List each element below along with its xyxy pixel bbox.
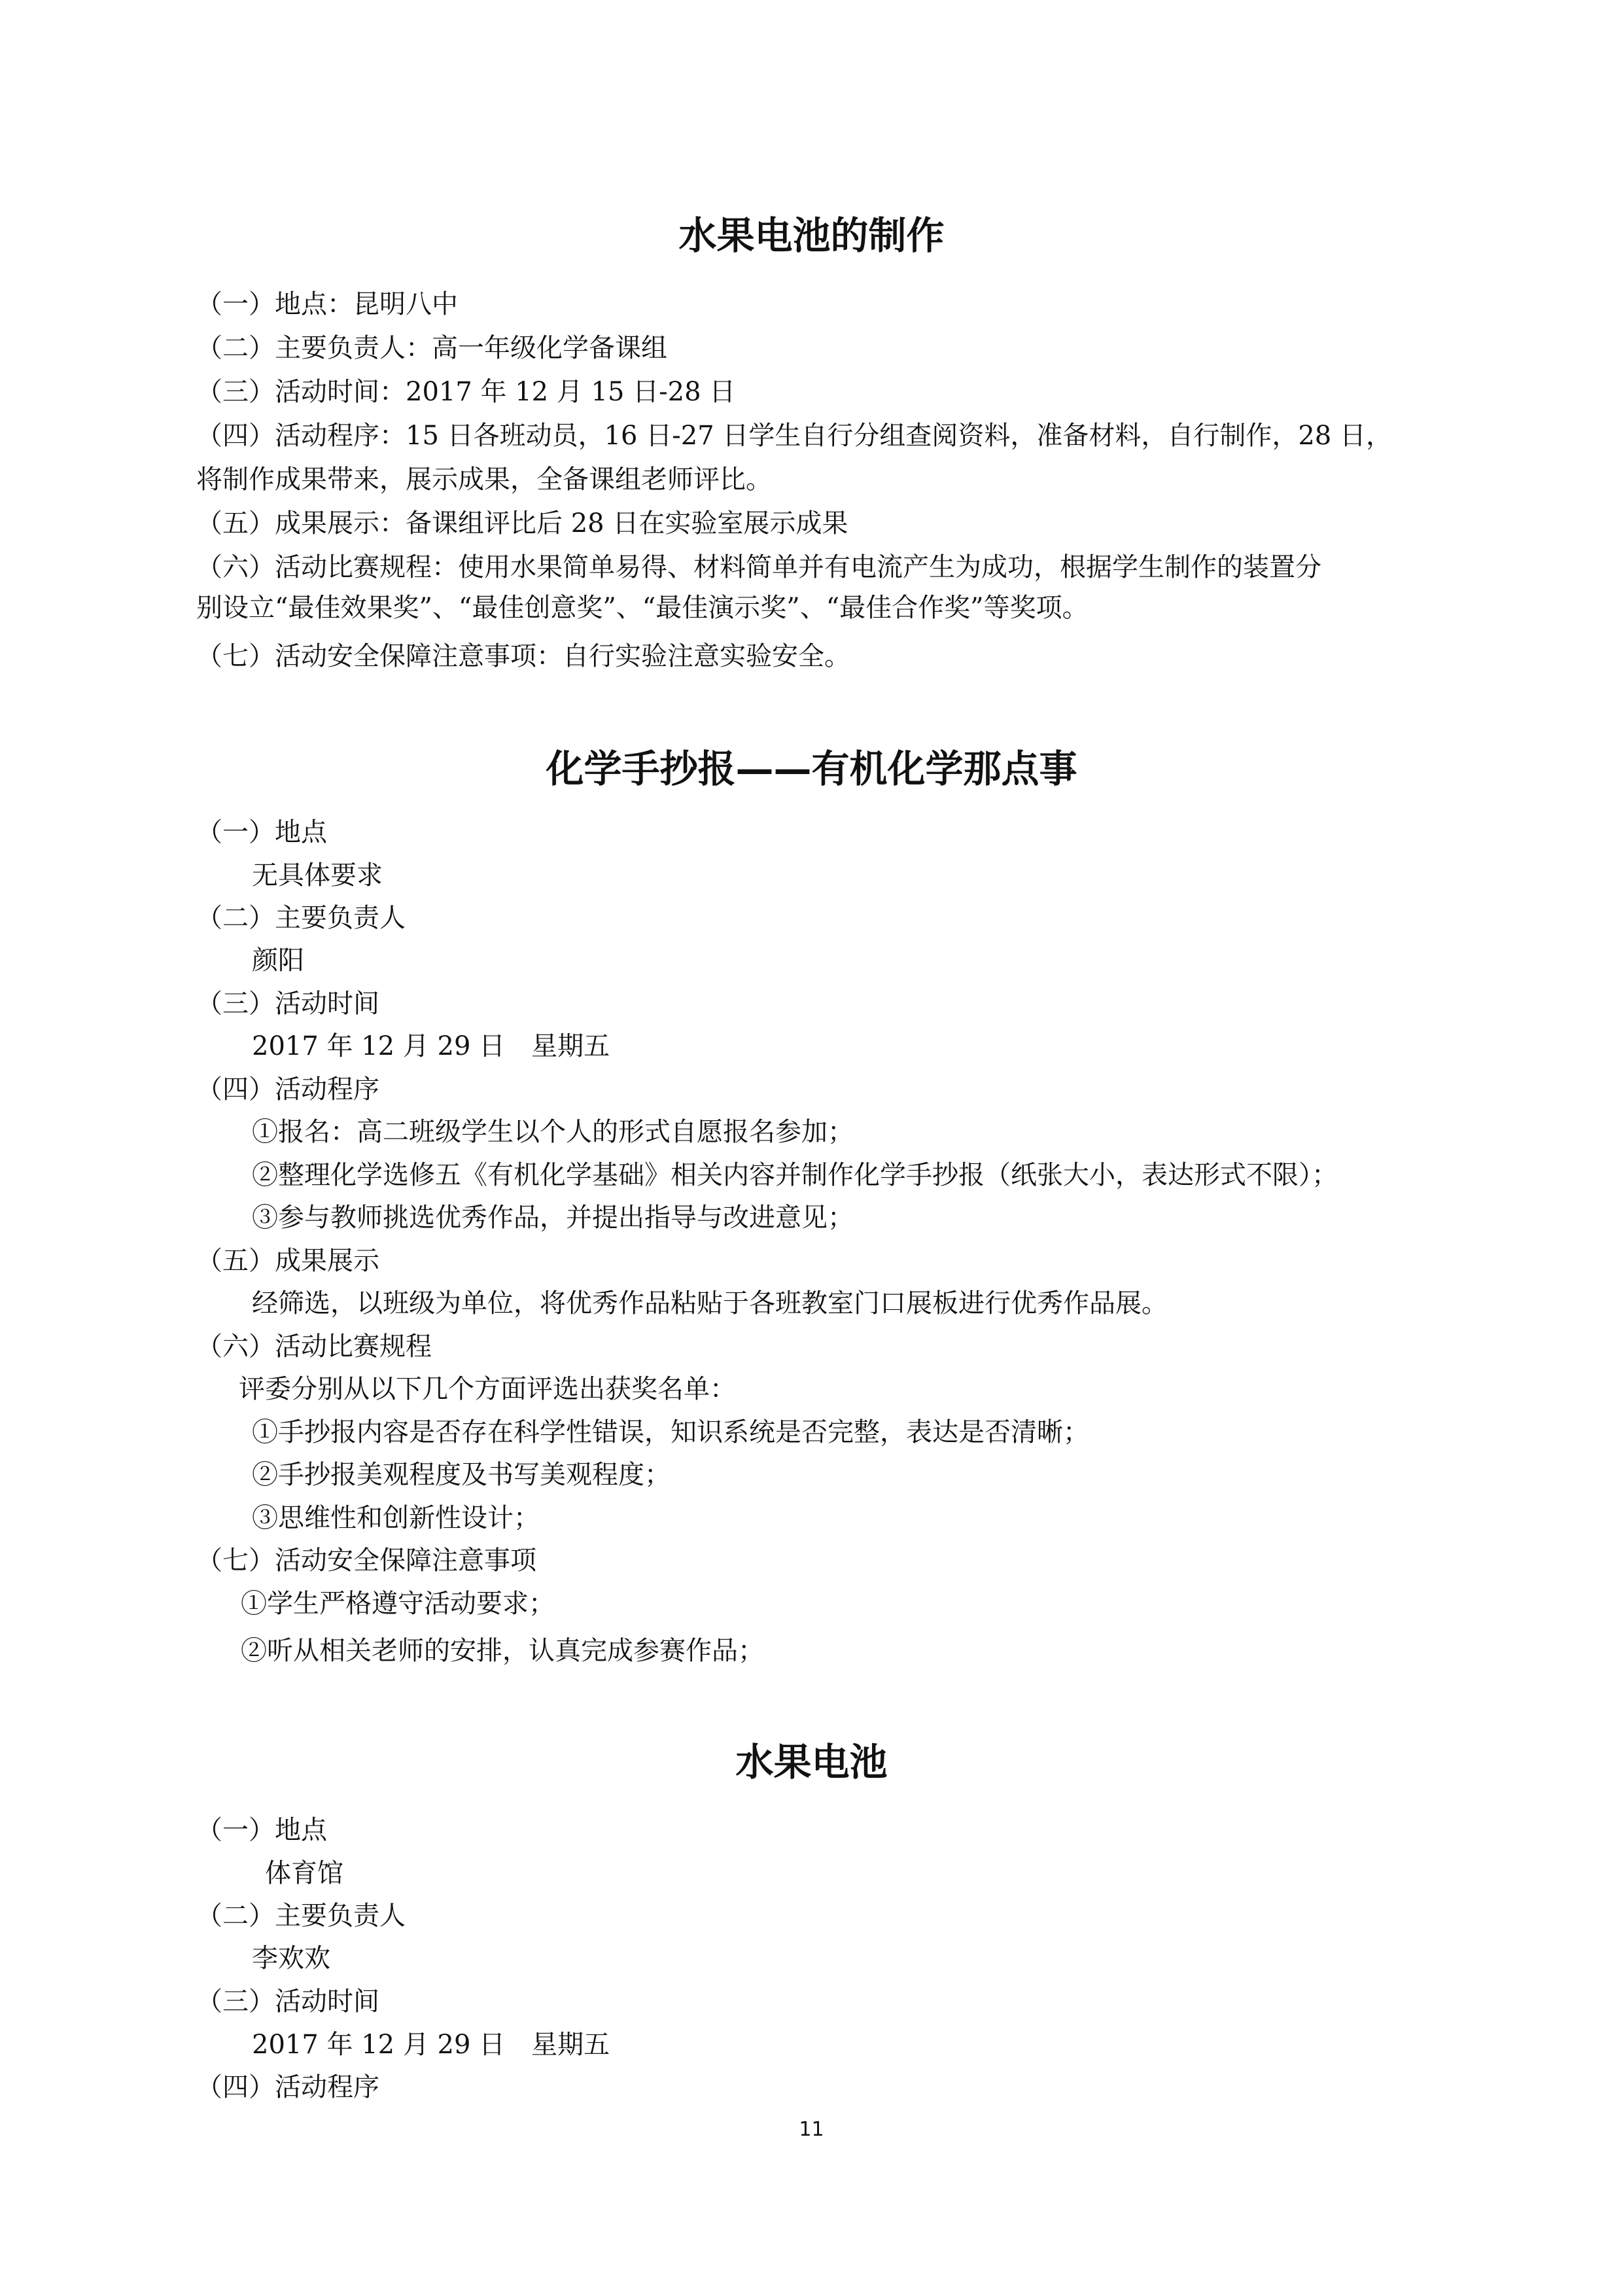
section-title-fruit-battery: 水果电池: [735, 1740, 888, 1784]
text-line: （二）主要负责人: [196, 903, 406, 933]
text-line: （二）主要负责人: [196, 1901, 406, 1931]
text-line: 别设立“最佳效果奖”、“最佳创意奖”、“最佳演示奖”、“最佳合作奖”等奖项。: [196, 593, 1089, 623]
text-line: 李欢欢: [252, 1943, 330, 1973]
text-line: 体育馆: [265, 1858, 343, 1888]
text-line: （一）地点: [196, 1815, 327, 1845]
text-line: （四）活动程序: [196, 2072, 379, 2102]
text-line: （三）活动时间：2017 年 12 月 15 日-28 日: [196, 377, 736, 407]
text-line: （三）活动时间: [196, 1987, 379, 2017]
text-line: ③参与教师挑选优秀作品，并提出指导与改进意见；: [252, 1203, 854, 1233]
text-line: （六）活动比赛规程：使用水果简单易得、材料简单并有电流产生为成功，根据学生制作的装置分: [196, 552, 1321, 582]
text-line: 2017 年 12 月 29 日 星期五: [252, 2030, 610, 2060]
text-line: ①手抄报内容是否存在科学性错误，知识系统是否完整，表达是否清晰；: [252, 1417, 1089, 1447]
text-line: ②手抄报美观程度及书写美观程度；: [252, 1460, 671, 1490]
text-line: 2017 年 12 月 29 日 星期五: [252, 1031, 610, 1061]
text-line: 将制作成果带来，展示成果，全备课组老师评比。: [196, 465, 772, 495]
text-line: （一）地点: [196, 817, 327, 847]
text-line: ②听从相关老师的安排，认真完成参赛作品；: [241, 1636, 764, 1666]
section-title-chemistry-handwritten-newspaper: 化学手抄报——有机化学那点事: [546, 747, 1077, 791]
text-line: ①报名：高二班级学生以个人的形式自愿报名参加；: [252, 1117, 854, 1147]
text-line: （一）地点：昆明八中: [196, 289, 458, 319]
text-line: （七）活动安全保障注意事项：自行实验注意实验安全。: [196, 641, 850, 671]
page-number: 11: [799, 2118, 824, 2141]
text-line: 颜阳: [252, 945, 304, 976]
text-line: 经筛选，以班级为单位，将优秀作品粘贴于各班教室门口展板进行优秀作品展。: [252, 1288, 1168, 1318]
text-line: （四）活动程序: [196, 1074, 379, 1104]
text-line: ②整理化学选修五《有机化学基础》相关内容并制作化学手抄报（纸张大小，表达形式不限）；: [252, 1160, 1338, 1190]
text-line: （二）主要负责人：高一年级化学备课组: [196, 333, 667, 363]
text-line: （六）活动比赛规程: [196, 1332, 432, 1362]
text-line: （七）活动安全保障注意事项: [196, 1545, 536, 1576]
text-line: （三）活动时间: [196, 989, 379, 1019]
text-line: 无具体要求: [252, 860, 383, 891]
text-line: ①学生严格遵守活动要求；: [241, 1589, 555, 1619]
text-line: （四）活动程序：15 日各班动员，16 日-27 日学生自行分组查阅资料，准备材料，自行制作，28 日，: [196, 421, 1392, 451]
text-line: （五）成果展示：备课组评比后 28 日在实验室展示成果: [196, 508, 848, 539]
section-title-fruit-battery-making: 水果电池的制作: [678, 213, 945, 258]
text-line: （五）成果展示: [196, 1246, 379, 1276]
text-line: 评委分别从以下几个方面评选出获奖名单：: [239, 1374, 736, 1404]
text-line: ③思维性和创新性设计；: [252, 1503, 540, 1533]
